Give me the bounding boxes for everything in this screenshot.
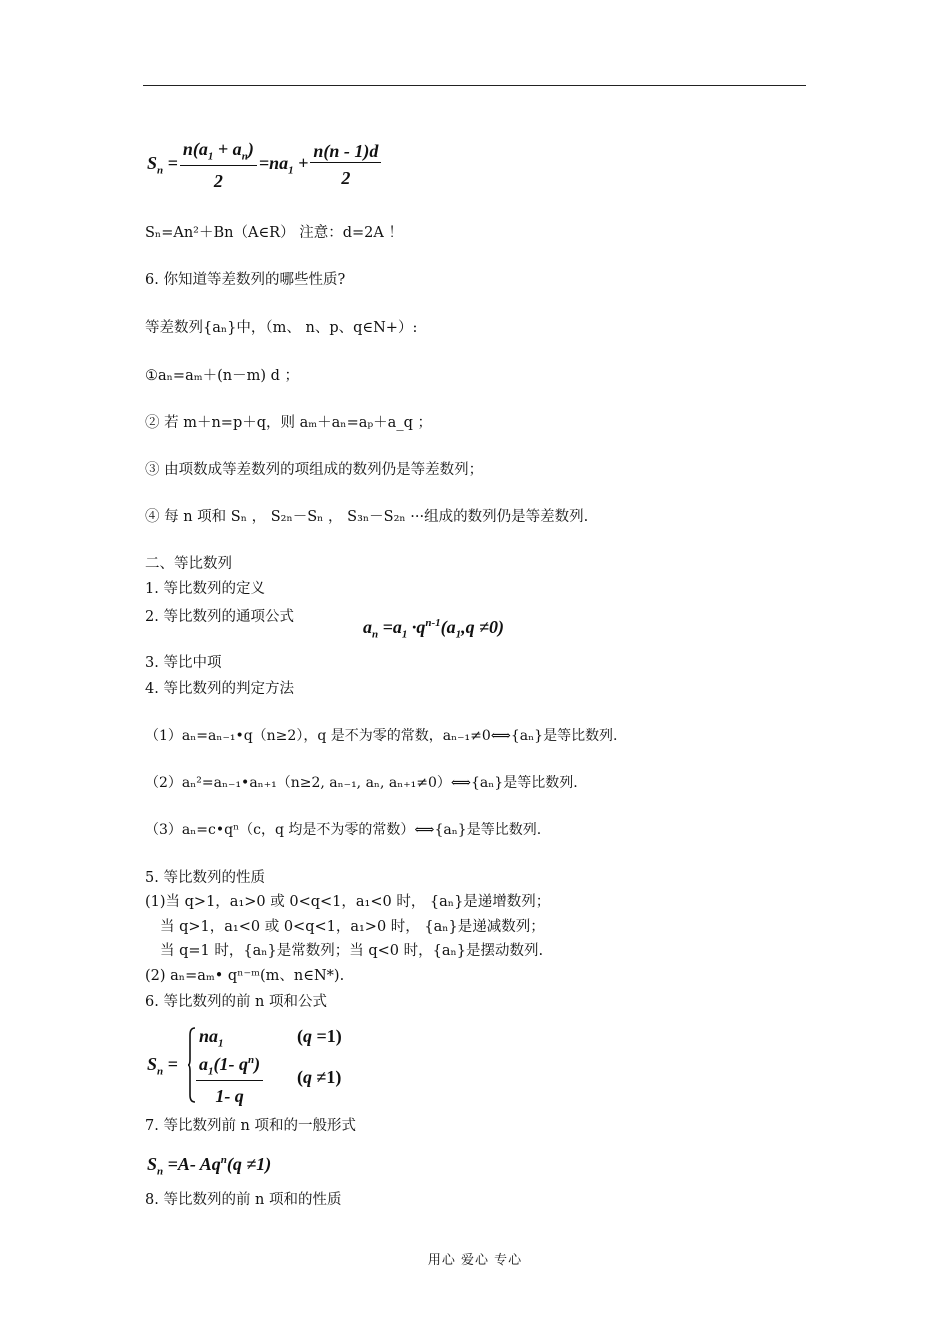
arith-property-1: ①aₙ=aₘ＋(n－m) d ； bbox=[145, 368, 300, 384]
geo-property-increasing: (1)当 q>1，a₁>0 或 0<q<1，a₁<0 时， {aₙ}是递增数列； bbox=[145, 894, 551, 910]
section-geometric: 二、等比数列 bbox=[145, 556, 232, 572]
arith-property-2: ② 若 m＋n=p＋q，则 aₘ＋aₙ=aₚ＋a_q ； bbox=[145, 415, 432, 431]
page-footer: 用心 爱心 专心 bbox=[427, 1253, 523, 1268]
left-brace-icon bbox=[188, 1027, 196, 1103]
geo-sum-properties-title: 8. 等比数列的前 n 项和的性质 bbox=[145, 1192, 342, 1208]
arith-seq-intro: 等差数列{aₙ}中，（m、 n、p、q∈N+）: bbox=[145, 320, 418, 336]
formula-case-q-eq-1: $na_1$ bbox=[199, 1026, 224, 1050]
geo-general-term: 2. 等比数列的通项公式 bbox=[145, 609, 294, 625]
geo-definition: 1. 等比数列的定义 bbox=[145, 581, 265, 597]
geo-property-2: (2) aₙ=aₘ• qⁿ⁻ᵐ(m、n∈N*). bbox=[145, 968, 345, 984]
condition-q-eq-1: (q =1) bbox=[297, 1026, 342, 1046]
geo-mean: 3. 等比中项 bbox=[145, 655, 222, 671]
formula-sn-geo-lhs: $S_n$ = bbox=[147, 1054, 178, 1078]
geo-property-constant: 当 q=1 时，{aₙ}是常数列；当 q<0 时，{aₙ}是摆动数列. bbox=[160, 943, 544, 959]
geo-criterion-3: （3）aₙ=c•qⁿ（c，q 均是不为零的常数）⟺{aₙ}是等比数列. bbox=[145, 822, 542, 838]
geo-sum-general-title: 7. 等比数列前 n 项和的一般形式 bbox=[145, 1118, 356, 1134]
arith-property-3: ③ 由项数成等差数列的项组成的数列仍是等差数列； bbox=[145, 462, 484, 478]
condition-q-ne-1: (q ≠1) bbox=[297, 1067, 342, 1087]
sn-quadratic-form: Sₙ=An²＋Bn（A∈R） 注意：d=2A ！ bbox=[145, 225, 403, 241]
geo-criterion-2: （2）aₙ²=aₙ₋₁•aₙ₊₁（n≥2, aₙ₋₁, aₙ, aₙ₊₁≠0）⟺{aₙ}是等比数列. bbox=[145, 775, 578, 791]
geo-properties-title: 5. 等比数列的性质 bbox=[145, 870, 265, 886]
geo-property-decreasing: 当 q>1，a₁<0 或 0<q<1，a₁>0 时， {aₙ}是递减数列； bbox=[160, 919, 545, 935]
question-arith-properties: 6. 你知道等差数列的哪些性质? bbox=[145, 272, 346, 288]
geo-sum-formula-title: 6. 等比数列的前 n 项和公式 bbox=[145, 994, 327, 1010]
formula-an-geometric: $a_n =a_1 \cdot q^{n-1}(a_1,q \ne 0)$ bbox=[363, 617, 505, 641]
formula-case-q-ne-1: $\frac{a_1(1- q^n)}{1- q}$ bbox=[196, 1055, 263, 1105]
geo-criteria: 4. 等比数列的判定方法 bbox=[145, 681, 294, 697]
header-rule bbox=[143, 85, 806, 86]
formula-sn-geo-general: $S_n =A-$ $Aq^n(q \ne 1)$ bbox=[147, 1154, 272, 1178]
arith-property-4: ④ 每 n 项和 Sₙ ， S₂ₙ－Sₙ ， S₃ₙ－S₂ₙ ···组成的数列仍是等差数列. bbox=[145, 509, 589, 525]
formula-sn-arithmetic: $S_n$ = $\frac{n(a_1 + a_n)}{2}$ $=na_1$ + $\frac{n(n - 1)d}{2}$ bbox=[147, 140, 383, 190]
geo-criterion-1: （1）aₙ=aₙ₋₁•q（n≥2），q 是不为零的常数，aₙ₋₁≠0⟺{aₙ}是等比数列. bbox=[145, 728, 618, 744]
